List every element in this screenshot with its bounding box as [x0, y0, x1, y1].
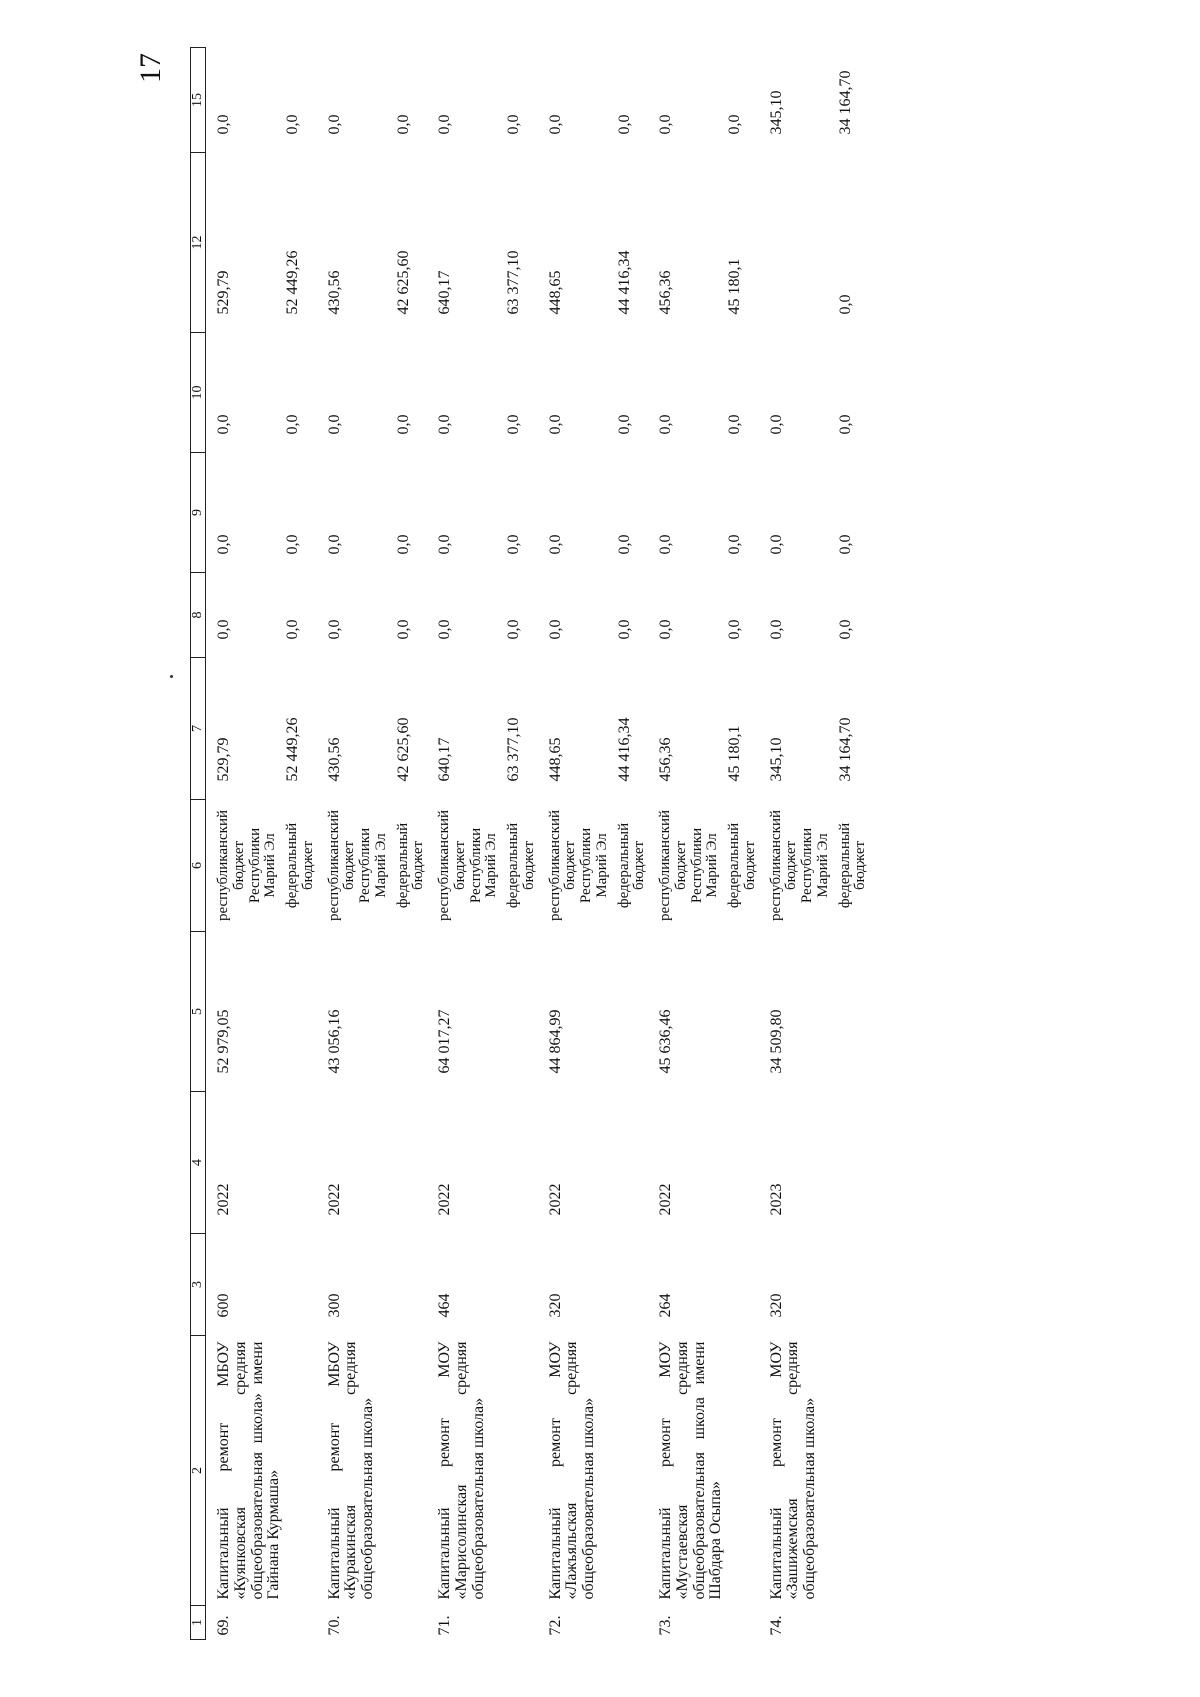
header-col-15: 15	[191, 48, 206, 153]
col15-value: 0,0	[284, 114, 301, 135]
col3-value: 320	[767, 1293, 785, 1318]
col12-value: 0,0	[836, 294, 854, 315]
col9-value: 0,0	[436, 534, 453, 555]
col12-value: 640,17	[436, 270, 453, 315]
table-row	[317, 48, 390, 1640]
col15-value: 0,0	[726, 114, 743, 135]
col9-value: 0,0	[726, 534, 743, 555]
col15-value: 0,0	[505, 114, 522, 135]
col12-value: 42 625,60	[394, 250, 412, 315]
page-number: 17	[134, 53, 167, 83]
col12-value: 52 449,26	[284, 250, 301, 315]
table-row	[648, 48, 721, 1640]
col12-value: 456,36	[657, 270, 674, 315]
row-number: 73.	[657, 1615, 674, 1636]
col15-value: 0,0	[615, 114, 633, 135]
table-row	[427, 48, 500, 1640]
funding-source: республиканский бюджет Республики Марий Эл	[215, 809, 279, 922]
header-col-7: 7	[191, 658, 206, 800]
col8-value: 0,0	[505, 619, 522, 640]
col10-value: 0,0	[215, 414, 232, 435]
row-number: 70.	[325, 1615, 343, 1636]
year: 2022	[436, 1183, 453, 1216]
table-row	[206, 48, 280, 1640]
project-name: Капитальный ремонт МОУ «Зашижемская средняя общеобразовательная школа»	[767, 1341, 819, 1600]
col12-value: 63 377,10	[505, 250, 522, 315]
col8-value: 0,0	[767, 619, 785, 640]
col9-value: 0,0	[325, 534, 343, 555]
total-cost: 34 509,80	[767, 1009, 785, 1074]
funding-source: республиканский бюджет Республики Марий Эл	[546, 809, 610, 922]
row-number: 69.	[215, 1615, 232, 1636]
col9-value: 0,0	[505, 534, 522, 555]
total-cost: 64 017,27	[436, 1009, 453, 1074]
col7-value: 34 164,70	[836, 717, 854, 782]
col8-value: 0,0	[284, 619, 301, 640]
col9-value: 0,0	[546, 534, 564, 555]
header-col-5: 5	[191, 932, 206, 1092]
col12-value: 45 180,1	[726, 258, 743, 315]
funding-source: федеральный бюджет	[615, 822, 648, 909]
col10-value: 0,0	[505, 414, 522, 435]
project-name: Капитальный ремонт МОУ «Марисолинская средняя общеобразовательная школа»	[436, 1341, 487, 1600]
col10-value: 0,0	[546, 414, 564, 435]
header-col-4: 4	[191, 1092, 206, 1234]
col8-value: 0,0	[836, 619, 854, 640]
table-row	[759, 48, 832, 1640]
col3-value: 600	[215, 1293, 232, 1318]
funding-source: федеральный бюджет	[726, 822, 758, 909]
col7-value: 345,10	[767, 737, 785, 782]
col8-value: 0,0	[436, 619, 453, 640]
row-number: 74.	[767, 1615, 785, 1636]
col9-value: 0,0	[394, 534, 412, 555]
col10-value: 0,0	[726, 414, 743, 435]
col8-value: 0,0	[615, 619, 633, 640]
col7-value: 448,65	[546, 737, 564, 782]
header-row	[191, 48, 206, 1640]
project-name: Капитальный ремонт МБОУ «Куянковская средняя общеобразовательная школа» имени Гайнана Курмаша»	[215, 1341, 283, 1600]
col3-value: 300	[325, 1293, 343, 1318]
col10-value: 0,0	[436, 414, 453, 435]
funding-source: республиканский бюджет Республики Марий Эл	[767, 809, 831, 922]
col9-value: 0,0	[657, 534, 674, 555]
col15-value: 0,0	[546, 114, 564, 135]
funding-source: республиканский бюджет Республики Марий Эл	[325, 809, 389, 922]
col10-value: 0,0	[836, 414, 854, 435]
col8-value: 0,0	[215, 619, 232, 640]
col7-value: 456,36	[657, 737, 674, 782]
stray-dot	[170, 675, 173, 678]
funding-source: федеральный бюджет	[836, 822, 869, 909]
funding-source: республиканский бюджет Республики Марий Эл	[436, 809, 500, 922]
funding-source: республиканский бюджет Республики Марий Эл	[657, 809, 721, 922]
col7-value: 63 377,10	[505, 717, 522, 782]
total-cost: 43 056,16	[325, 1009, 343, 1074]
header-col-2: 2	[191, 1336, 206, 1606]
col9-value: 0,0	[836, 534, 854, 555]
col12-value	[759, 153, 832, 333]
col7-value: 430,56	[325, 737, 343, 782]
col8-value: 0,0	[657, 619, 674, 640]
header-col-1: 1	[191, 1606, 206, 1640]
total-cost: 45 636,46	[657, 1009, 674, 1074]
total-cost: 44 864,99	[546, 1009, 564, 1074]
header-col-8: 8	[191, 573, 206, 658]
col9-value: 0,0	[615, 534, 633, 555]
budget-table	[190, 47, 869, 1640]
header-col-12: 12	[191, 153, 206, 333]
col7-value: 640,17	[436, 737, 453, 782]
total-cost: 52 979,05	[215, 1009, 232, 1074]
col15-value: 0,0	[657, 114, 674, 135]
col15-value: 0,0	[325, 114, 343, 135]
col7-value: 45 180,1	[726, 725, 743, 782]
col9-value: 0,0	[767, 534, 785, 555]
header-col-10: 10	[191, 333, 206, 453]
project-name: Капитальный ремонт МОУ «Мустаевская средняя общеобразовательная школа имени Шабдара Осыпа»	[657, 1341, 725, 1600]
row-number: 71.	[436, 1615, 453, 1636]
year: 2022	[657, 1183, 674, 1216]
project-name: Капитальный ремонт МОУ «Лажъяльская средняя общеобразовательная школа»	[546, 1341, 598, 1600]
year: 2022	[215, 1183, 232, 1216]
col10-value: 0,0	[767, 414, 785, 435]
col15-value: 0,0	[215, 114, 232, 135]
col7-value: 52 449,26	[284, 717, 301, 782]
col7-value: 42 625,60	[394, 717, 412, 782]
funding-source: федеральный бюджет	[394, 822, 427, 909]
header-col-3: 3	[191, 1234, 206, 1336]
col12-value: 430,56	[325, 270, 343, 315]
col15-value: 345,10	[767, 90, 785, 135]
col9-value: 0,0	[215, 534, 232, 555]
col8-value: 0,0	[546, 619, 564, 640]
col10-value: 0,0	[325, 414, 343, 435]
year: 2022	[546, 1183, 564, 1216]
col15-value: 0,0	[436, 114, 453, 135]
col10-value: 0,0	[284, 414, 301, 435]
col3-value: 264	[657, 1293, 674, 1318]
col10-value: 0,0	[615, 414, 633, 435]
header-col-6: 6	[191, 800, 206, 932]
col15-value: 34 164,70	[836, 70, 854, 135]
header-col-9: 9	[191, 453, 206, 573]
col3-value: 464	[436, 1293, 453, 1318]
project-name: Капитальный ремонт МБОУ «Куракинская средняя общеобразовательная школа»	[325, 1341, 377, 1600]
year: 2022	[325, 1183, 343, 1216]
col12-value: 529,79	[215, 270, 232, 315]
funding-source: федеральный бюджет	[505, 822, 537, 909]
col12-value: 44 416,34	[615, 250, 633, 315]
col8-value: 0,0	[394, 619, 412, 640]
col7-value: 529,79	[215, 737, 232, 782]
row-number: 72.	[546, 1615, 564, 1636]
year: 2023	[767, 1183, 785, 1216]
col9-value: 0,0	[284, 534, 301, 555]
col12-value: 448,65	[546, 270, 564, 315]
col7-value: 44 416,34	[615, 717, 633, 782]
col3-value: 320	[546, 1293, 564, 1318]
table-row	[538, 48, 611, 1640]
col8-value: 0,0	[325, 619, 343, 640]
funding-source: федеральный бюджет	[284, 822, 316, 909]
col8-value: 0,0	[726, 619, 743, 640]
col10-value: 0,0	[657, 414, 674, 435]
col15-value: 0,0	[394, 114, 412, 135]
col10-value: 0,0	[394, 414, 412, 435]
rotated-table-container	[190, 48, 1050, 1640]
